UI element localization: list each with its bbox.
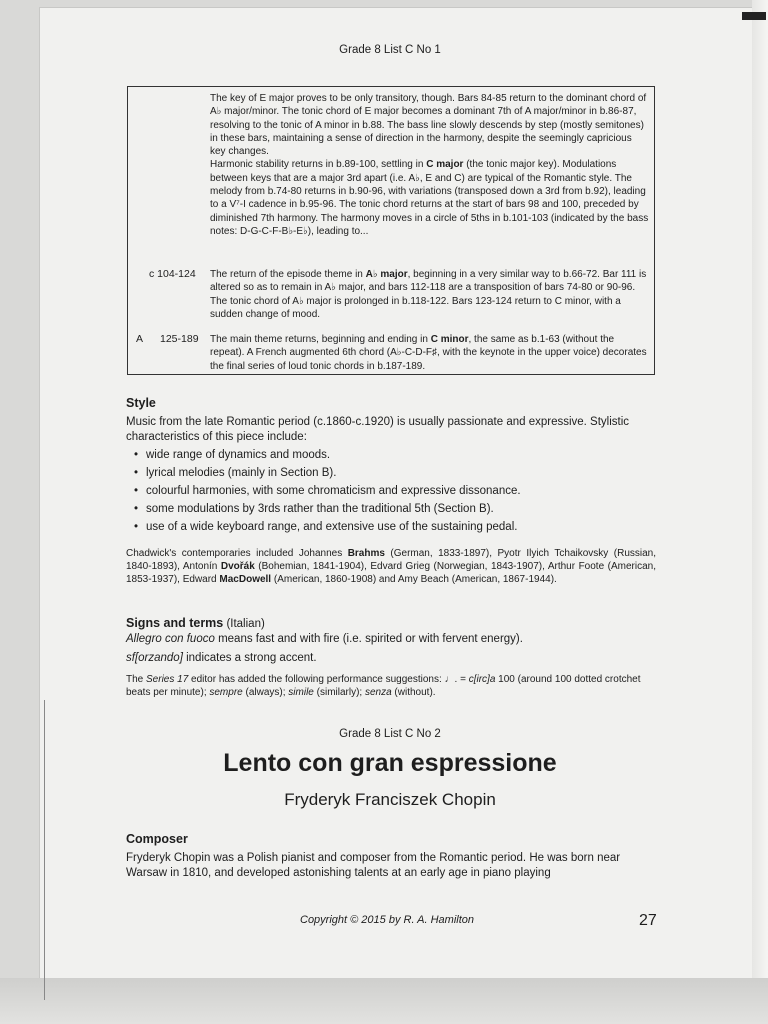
analysis-row-1 (210, 92, 650, 238)
signs-heading: Signs and terms (Italian) (126, 616, 265, 630)
signs-line-allegro: Allegro con fuoco means fast and with fire (i.e. spirited or with fervent energy). (126, 633, 523, 645)
copyright: Copyright © 2015 by R. A. Hamilton (300, 914, 474, 926)
list-item: • use of a wide keyboard range, and extensive use of the sustaining pedal. (126, 518, 661, 536)
performance-note: The Series 17 editor has added the following performance suggestions: ♩. = c[irc]a 100 (around 100 dotted crotchet beats per minute); sempre (always); simile (similarly); senza (without). (126, 674, 641, 698)
scan-left-line (44, 700, 45, 1000)
list-item: • colourful harmonies, with some chromaticism and expressive dissonance. (126, 482, 661, 500)
row-label-a-bars: 125-189 (160, 333, 199, 345)
row-label-a-section: A (136, 333, 144, 345)
style-bullet-list (126, 446, 661, 536)
list-item: • wide range of dynamics and moods. (126, 446, 661, 464)
composer-name: Fryderyk Franciszek Chopin (284, 790, 496, 809)
header-top: Grade 8 List C No 1 (339, 44, 441, 56)
paragraph-key-change: The key of E major proves to be only transitory, though. Bars 84-85 return to the dominant chord of A♭ major/minor. The tonic chord of E major becomes a dominant 7th of A major/minor in b.86-87, resolving to the tonic of A minor in b.88. The bass line slowly descends by step (mostly semitones) in these bars, maintaining a sense of direction in the harmony, despite the seemingly capricious key changes. (210, 93, 647, 158)
scan-bottom-shadow (0, 978, 768, 1024)
analysis-table (127, 86, 655, 375)
list-item: • some modulations by 3rds rather than the traditional 5th (Section B). (126, 500, 661, 518)
analysis-row-2: The return of the episode theme in A♭ major, beginning in a very similar way to b.66-72. Bar 111 is altered so as to remain in A♭ major, and bars 112-118 are a transposition of bars 74-80 or 90-96. The tonic chord of A♭ major is prolonged in b.118-122. Bars 123-124 return to C minor, with a sudden change of mood. (210, 269, 647, 320)
composer-text: Fryderyk Chopin was a Polish pianist and composer from the Romantic period. He was born near Warsaw in 1810, and developed astonishing talents at an early age in piano playing (126, 852, 621, 879)
row-label-c: c 104-124 (149, 268, 196, 280)
style-heading: Style (126, 396, 156, 410)
list-item: • lyrical melodies (mainly in Section B). (126, 464, 661, 482)
scan-mark (742, 12, 766, 20)
composer-heading: Composer (126, 832, 188, 846)
analysis-row-3: The main theme returns, beginning and ending in C minor, the same as b.1-63 (without the repeat). A French augmented 6th chord (A♭-C-D-F♯, with the keynote in the upper voice) decorates the final series of loud tonic chords in b.187-189. (210, 334, 647, 372)
header-mid: Grade 8 List C No 2 (339, 728, 441, 740)
style-intro: Music from the late Romantic period (c.1860-c.1920) is usually passionate and expressive. Stylistic characteristics of this piece include: (126, 416, 630, 443)
page-number: 27 (639, 912, 657, 929)
paragraph-harmonic-stability: Harmonic stability returns in b.89-100, settling in C major (the tonic major key). Modulations between keys that are a major 3rd apart (i.e. A♭, E and C) are typical of the Romantic style. The melody from b.74-80 returns in b.90-96, with variations (transposed down a 3rd from b.92), leading to a V⁷-I cadence in b.95-96. The tonic chord returns at the start of bars 98 and 100, preceded by diminished 7th harmony. The harmony moves in a circle of 5ths in b.101-103 (indicated by the bass notes: D-G-C-F-B♭-E♭), leading to... (210, 159, 649, 237)
signs-line-sforzando: sf[orzando] indicates a strong accent. (126, 652, 317, 664)
piece-title: Lento con gran espressione (223, 749, 557, 777)
page-edge (752, 0, 768, 1024)
contemporaries-paragraph: Chadwick's contemporaries included Johannes Brahms (German, 1833-1897), Pyotr Ilyich Tchaikovsky (Russian, 1840-1893), Antonín Dvořák (Bohemian, 1841-1904), Edvard Grieg (Norwegian, 1843-1907), Arthur Foote (American, 1853-1937), Edward MacDowell (American, 1860-1908) and Amy Beach (American, 1867-1944). (126, 548, 656, 585)
